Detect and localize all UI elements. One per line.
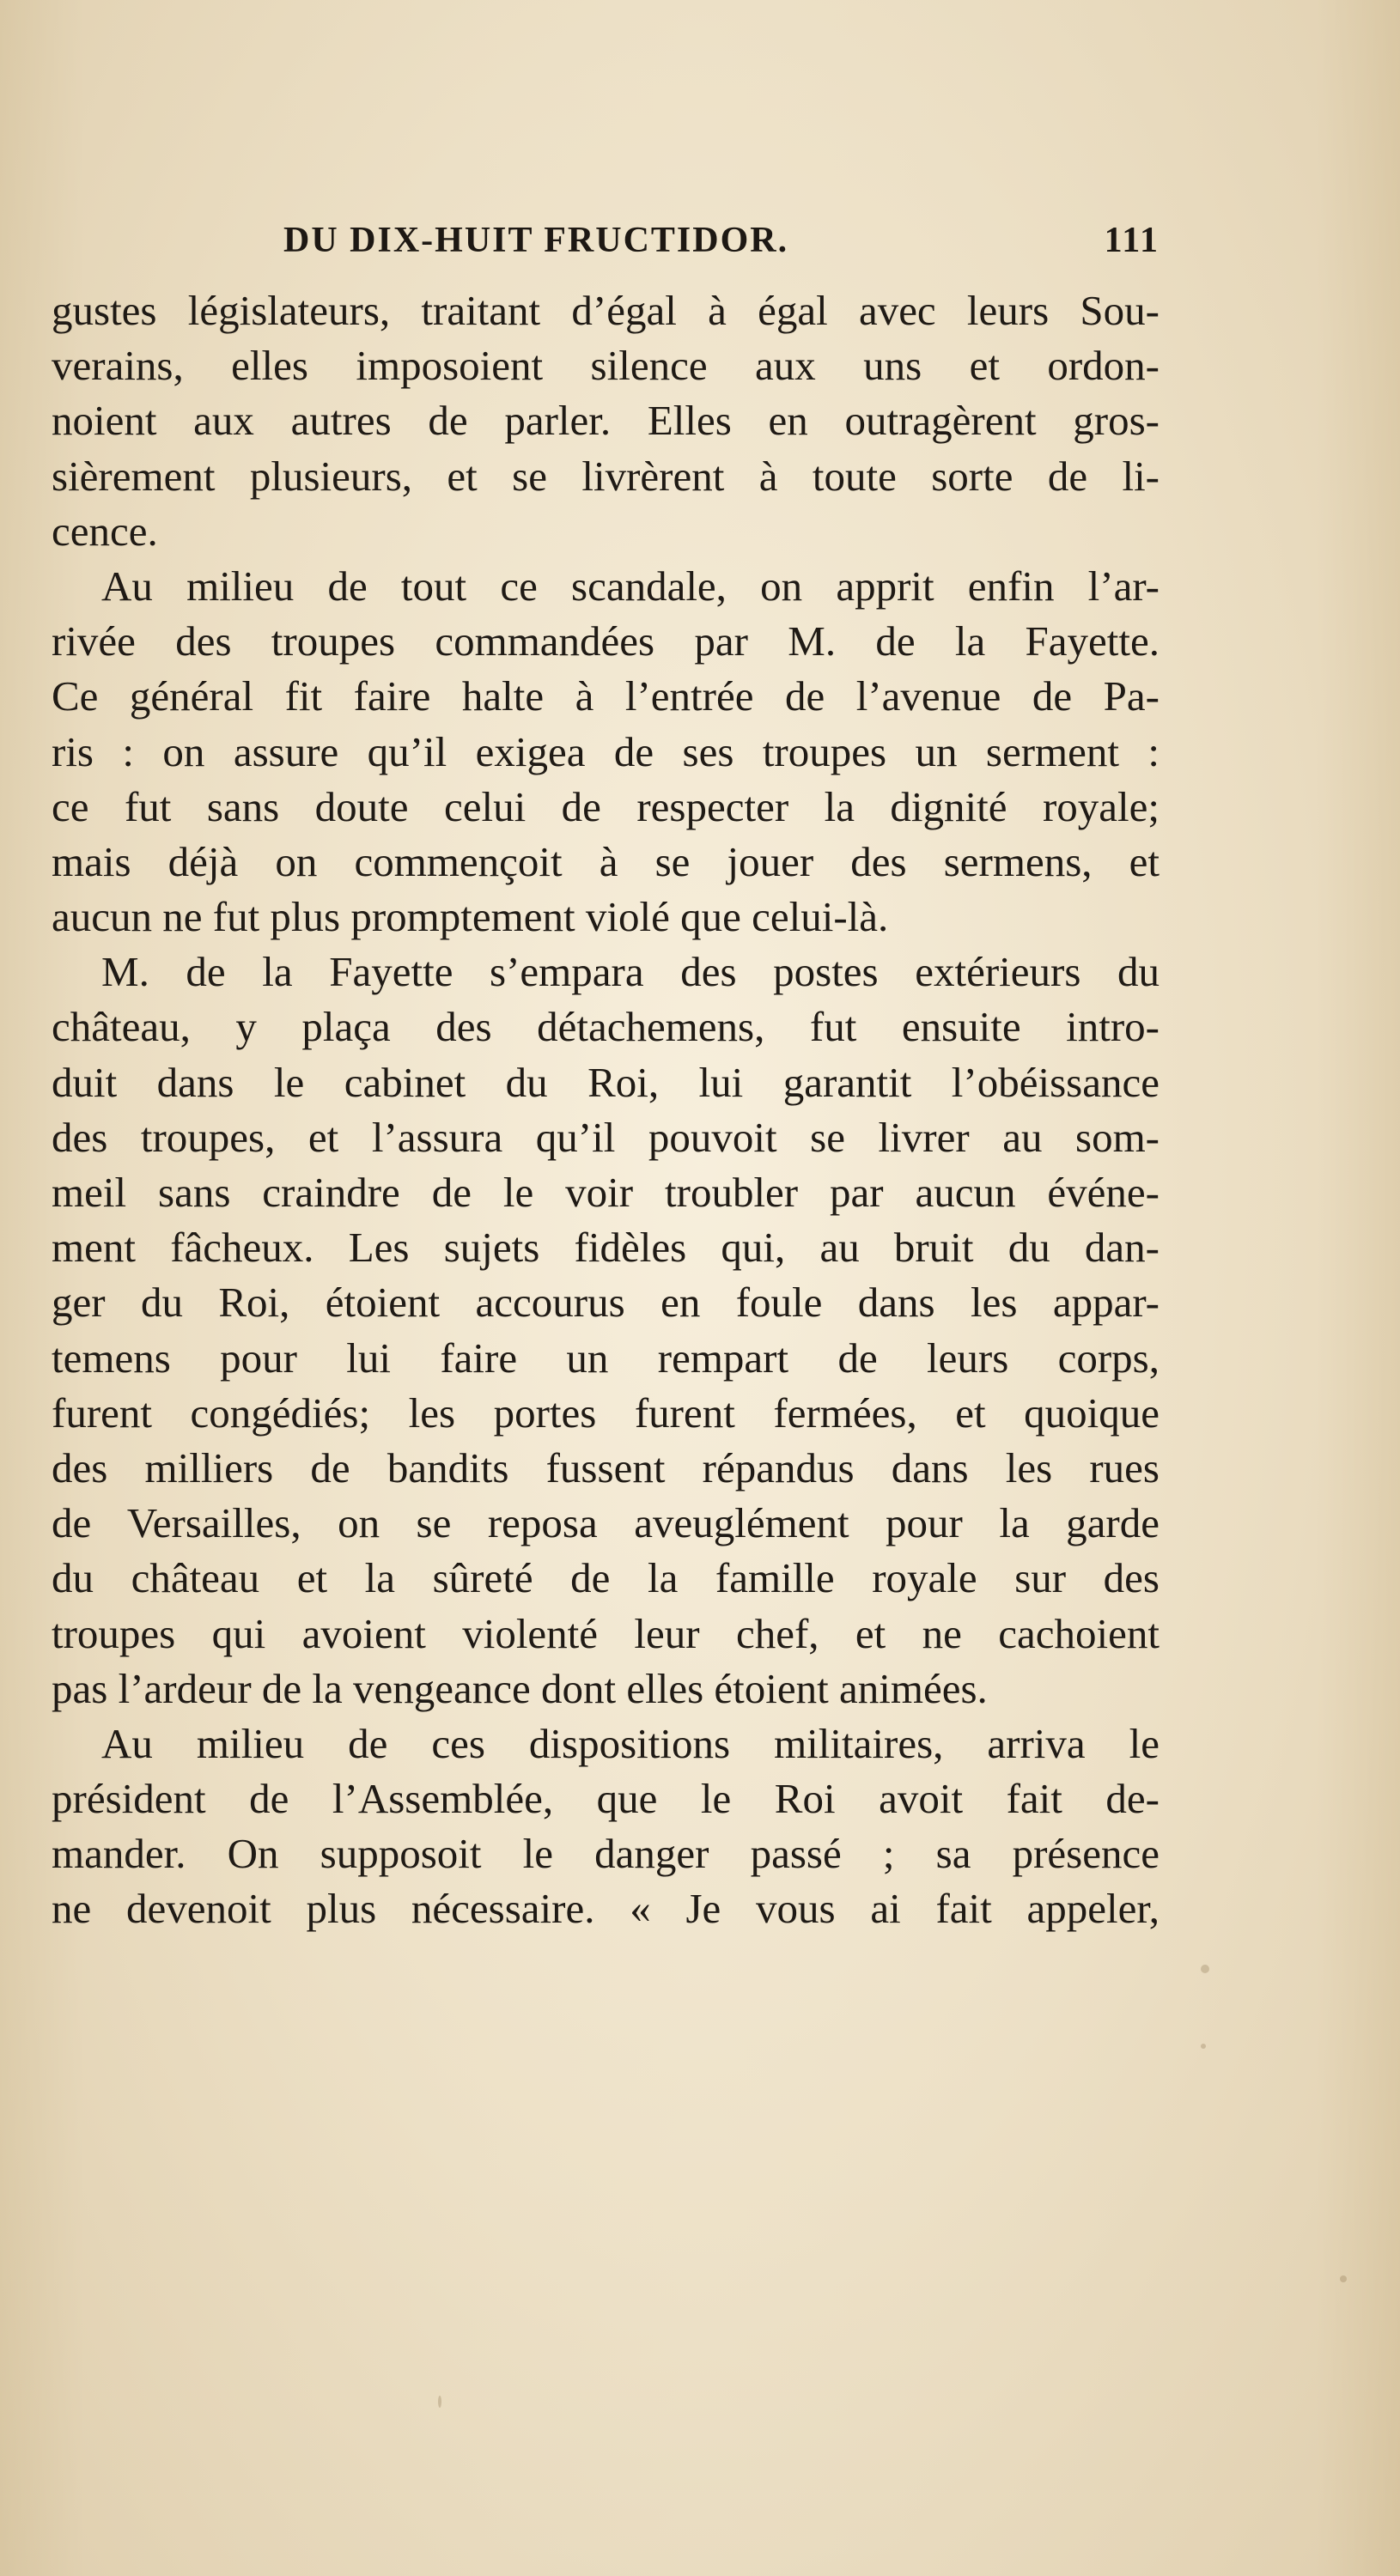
text-line: furent congédiés; les portes furent fermées, et quoique <box>52 1388 1160 1437</box>
running-header <box>283 213 1160 270</box>
text-line: Au milieu de tout ce scandale, on apprit enfin l’ar- <box>101 562 1160 610</box>
text-line: mais déjà on commençoit à se jouer des sermens, et <box>52 837 1160 885</box>
text-line: du château et la sûreté de la famille royale sur des <box>52 1554 1160 1602</box>
text-line: meil sans craindre de le voir troubler par aucun événe- <box>52 1169 1160 1216</box>
text-line: mander. On supposoit le danger passé ; sa présence <box>52 1830 1160 1878</box>
text-line: ris : on assure qu’il exigea de ses troupes un serment : <box>52 727 1160 775</box>
text-line: temens pour lui faire un rempart de leurs corps, <box>52 1334 1160 1382</box>
foxing-spot <box>1201 2044 1206 2049</box>
text-line: rivée des troupes commandées par M. de la Fayette. <box>52 617 1160 665</box>
text-line: pas l’ardeur de la vengeance dont elles étoient animées. <box>52 1664 988 1712</box>
running-title: DU DIX-HUIT FRUCTIDOR. <box>283 221 789 260</box>
text-line: troupes qui avoient violenté leur chef, et ne cachoient <box>52 1609 1160 1657</box>
text-line: ce fut sans doute celui de respecter la dignité royale; <box>52 782 1160 830</box>
text-line: ger du Roi, étoient accourus en foule dans les appar- <box>52 1279 1160 1327</box>
text-line: château, y plaça des détachemens, fut ensuite intro- <box>52 1003 1160 1051</box>
text-line: Ce général fit faire halte à l’entrée de l’avenue de Pa- <box>52 672 1160 720</box>
text-line: ment fâcheux. Les sujets fidèles qui, au bruit du dan- <box>52 1224 1160 1272</box>
text-line: des troupes, et l’assura qu’il pouvoit se livrer au som- <box>52 1113 1160 1161</box>
foxing-spot <box>1201 1965 1209 1973</box>
text-line: président de l’Assemblée, que le Roi avoit fait de- <box>52 1775 1160 1823</box>
text-line: Au milieu de ces dispositions militaires, arriva le <box>101 1719 1160 1767</box>
foxing-spot <box>438 2396 441 2408</box>
text-line: M. de la Fayette s’empara des postes extérieurs du <box>101 948 1160 996</box>
text-line: ne devenoit plus nécessaire. « Je vous ai fait appeler, <box>52 1885 1160 1933</box>
text-line: de Versailles, on se reposa aveuglément pour la garde <box>52 1499 1160 1547</box>
body-text <box>52 283 1160 1937</box>
page-number: 111 <box>1104 221 1160 260</box>
text-line: duit dans le cabinet du Roi, lui garantit l’obéissance <box>52 1058 1160 1106</box>
text-line: des milliers de bandits fussent répandus dans les rues <box>52 1443 1160 1492</box>
foxing-spot <box>1340 2275 1347 2282</box>
text-line: verains, elles imposoient silence aux uns et ordon- <box>52 342 1160 390</box>
text-line: sièrement plusieurs, et se livrèrent à toute sorte de li- <box>52 452 1160 500</box>
text-line: gustes législateurs, traitant d’égal à égal avec leurs Sou- <box>52 287 1160 334</box>
text-line: cence. <box>52 507 158 555</box>
text-line: aucun ne fut plus promptement violé que celui-là. <box>52 893 889 941</box>
text-line: noient aux autres de parler. Elles en outragèrent gros- <box>52 397 1160 445</box>
